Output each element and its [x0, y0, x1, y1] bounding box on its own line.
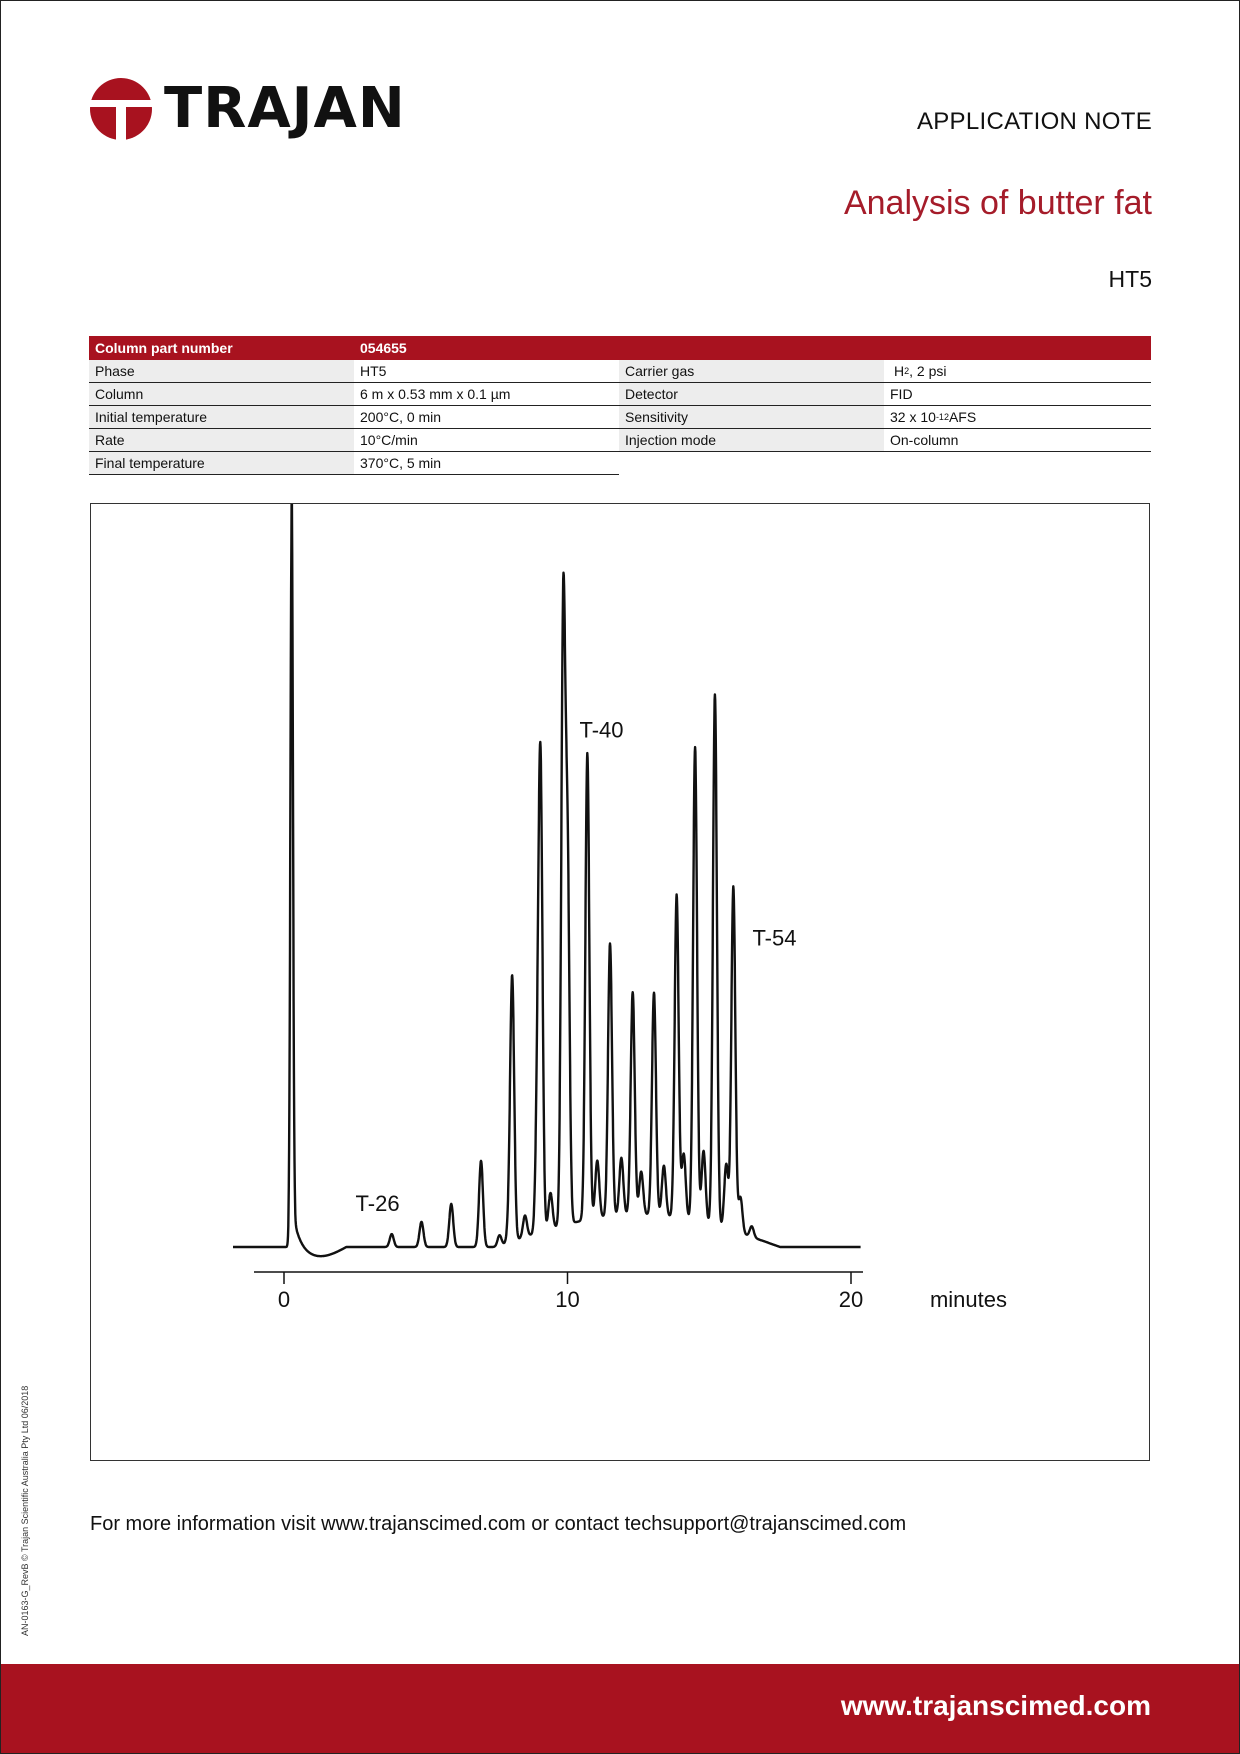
x-tick-label: 10: [555, 1287, 580, 1312]
spec-head-row: [89, 336, 1151, 360]
chromatogram-trace: [233, 504, 861, 1256]
carrier-gas-h: H: [894, 363, 905, 379]
spec-label: Carrier gas: [619, 360, 884, 383]
spec-row: [89, 383, 1151, 406]
spec-label: Rate: [89, 429, 354, 452]
spec-row: [89, 429, 1151, 452]
spec-label: Detector: [619, 383, 884, 406]
spec-label: Sensitivity: [619, 406, 884, 429]
spec-value: [884, 360, 1151, 383]
footer-bar: [1, 1664, 1239, 1753]
spec-label: Column: [89, 383, 354, 406]
carrier-gas-sub: 2: [904, 366, 910, 376]
document-type: APPLICATION NOTE: [916, 108, 1152, 135]
document-code: AN-0163-G_RevB © Trajan Scientific Australia Pty Ltd 06/2018: [20, 1385, 30, 1636]
spec-value: On-column: [884, 429, 1151, 452]
spec-value: 10°C/min: [354, 429, 619, 452]
sensitivity-exponent: -12: [935, 412, 949, 422]
spec-value: FID: [884, 383, 1151, 406]
x-axis-label: minutes: [929, 1287, 1007, 1312]
trajan-logo-icon: [90, 78, 152, 140]
chromatogram-chart: [91, 504, 1151, 1462]
spec-row: [89, 406, 1151, 429]
spec-row: [89, 360, 1151, 383]
spec-head-label: Column part number: [95, 340, 233, 356]
footer-url: www.trajanscimed.com: [840, 1690, 1151, 1721]
spec-table: [89, 336, 1151, 475]
spec-value: HT5: [354, 360, 619, 383]
x-tick-label: 20: [838, 1287, 864, 1312]
contact-text: For more information visit www.trajanscimed.com or contact techsupport@trajanscimed.com: [90, 1513, 907, 1535]
spec-value: [884, 406, 1151, 429]
spec-value: 6 m x 0.53 mm x 0.1 µm: [354, 383, 619, 406]
sensitivity-main: 32 x 10: [890, 409, 936, 425]
sensitivity-unit: AFS: [948, 409, 977, 425]
peak-annotation: T-54: [752, 925, 797, 951]
peak-annotation: T-40: [579, 717, 624, 743]
spec-label: Injection mode: [619, 429, 884, 452]
spec-value: 200°C, 0 min: [354, 406, 619, 429]
trajan-logo: [90, 78, 406, 140]
page-subtitle: HT5: [1108, 266, 1152, 292]
spec-head-value: 054655: [360, 340, 407, 356]
chromatogram-box: [90, 503, 1150, 1461]
peak-annotation: T-26: [355, 1191, 400, 1217]
spec-label: Final temperature: [89, 452, 354, 475]
carrier-gas-rest: , 2 psi: [909, 363, 947, 379]
page-title: Analysis of butter fat: [843, 184, 1152, 222]
spec-label: Phase: [89, 360, 354, 383]
x-tick-label: 0: [277, 1287, 291, 1312]
spec-label: Initial temperature: [89, 406, 354, 429]
brand-name: TRAJAN: [164, 76, 406, 141]
spec-row: [89, 452, 1151, 475]
spec-value: 370°C, 5 min: [354, 452, 619, 475]
